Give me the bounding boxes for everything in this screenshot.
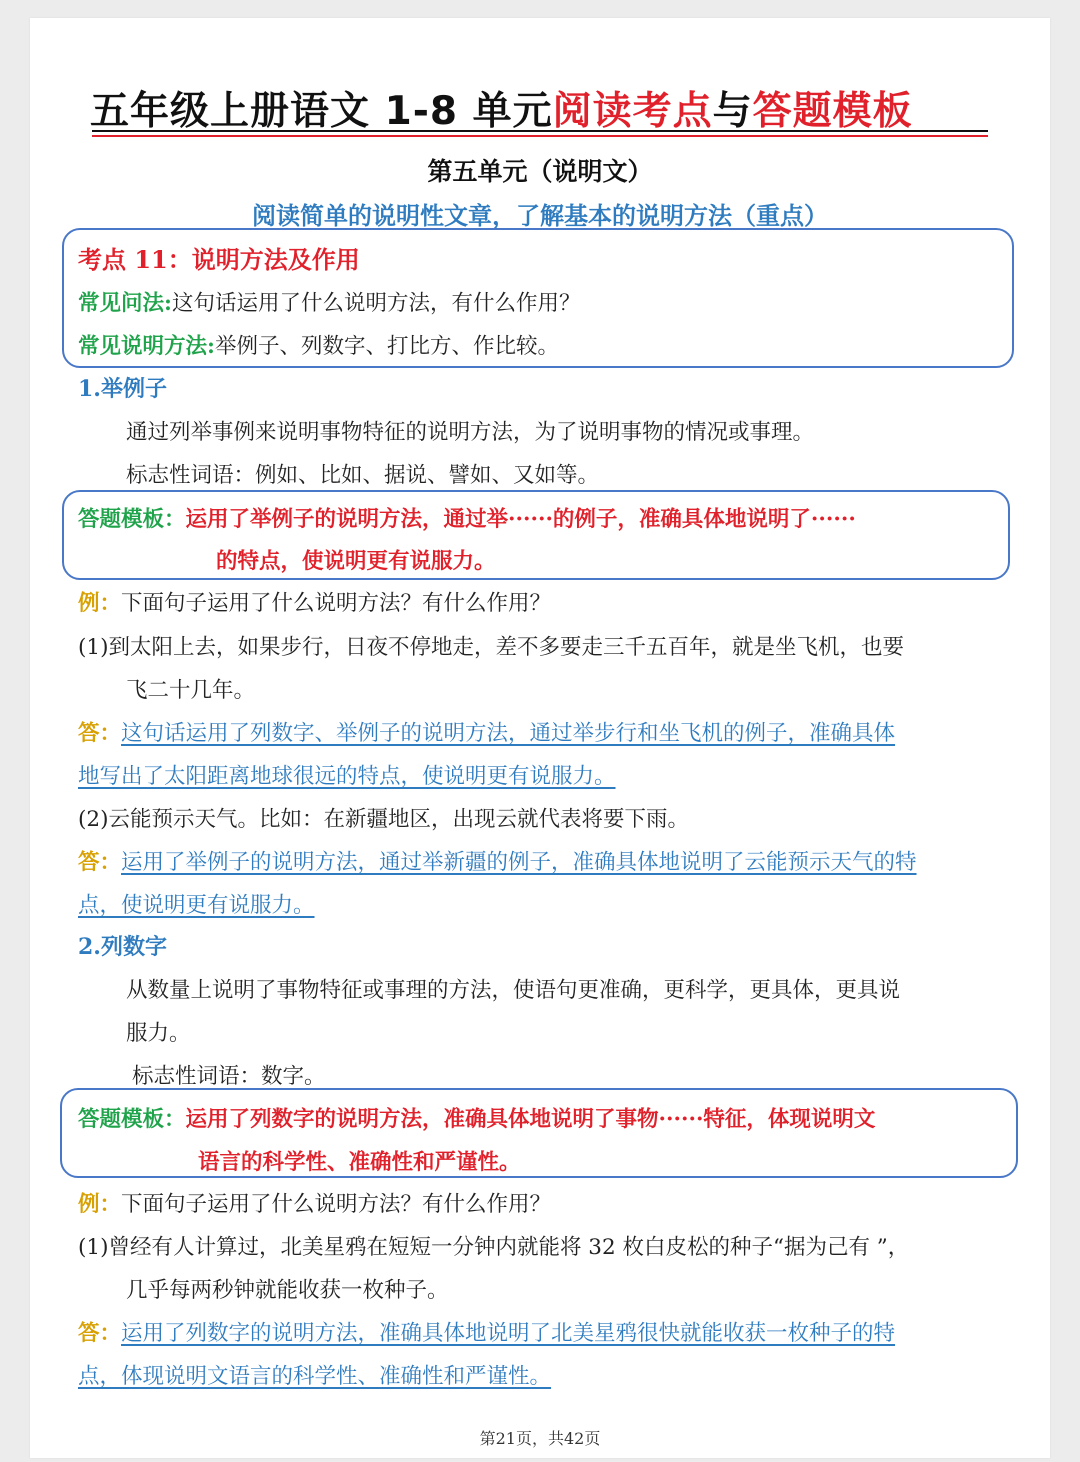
section-1-keywords: 标志性词语：例如、比如、据说、譬如、又如等。 xyxy=(126,463,600,488)
example-3-sentence-line-1: (1)曾经有人计算过，北美星鸦在短短一分钟内就能将 32 枚白皮松的种子“据为己有 ”， xyxy=(78,1235,910,1260)
template-1-text-2: 的特点，使说明更有说服力。 xyxy=(216,549,496,574)
example-label: 例： xyxy=(78,591,122,616)
title-part-3: 与 xyxy=(712,89,753,134)
common-question-text: 这句话运用了什么说明方法，有什么作用？ xyxy=(171,291,581,316)
common-question xyxy=(78,286,580,317)
document-page xyxy=(30,18,1050,1458)
page-number: 第21页，共42页 xyxy=(479,1429,601,1448)
example-question-text: 下面句子运用了什么说明方法？有什么作用？ xyxy=(121,1192,552,1217)
answer-3-line-1 xyxy=(78,1316,895,1347)
example-1-sentence-line-2: 飞二十几年。 xyxy=(126,678,256,703)
section-2-description-line-2: 服力。 xyxy=(126,1021,191,1046)
template-2-line-1 xyxy=(78,1102,875,1133)
example-2-sentence: (2)云能预示天气。比如：在新疆地区，出现云就代表将要下雨。 xyxy=(78,807,689,832)
unit-goal: 阅读简单的说明性文章，了解基本的说明方法（重点） xyxy=(252,201,828,230)
answer-label: 答： xyxy=(78,850,122,875)
section-2-description-line-1: 从数量上说明了事物特征或事理的方法，使语句更准确，更科学，更具体，更具说 xyxy=(126,978,901,1003)
answer-label: 答： xyxy=(78,721,122,746)
example-3-sentence-line-2: 几乎每两秒钟就能收获一枚种子。 xyxy=(126,1278,449,1303)
answer-3-text-2: 点，体现说明文语言的科学性、准确性和严谨性。 xyxy=(78,1364,552,1389)
title-part-2: 阅读考点 xyxy=(552,89,713,134)
answer-3-text-1: 运用了列数字的说明方法，准确具体地说明了北美星鸦很快就能收获一枚种子的特 xyxy=(121,1321,896,1346)
answer-label: 答： xyxy=(78,1321,122,1346)
template-2-text-2: 语言的科学性、准确性和严谨性。 xyxy=(198,1150,521,1175)
example-1-question xyxy=(78,586,551,617)
template-1-label: 答题模板： xyxy=(78,507,186,532)
section-heading-example: 1.举例子 xyxy=(78,376,167,402)
common-question-label: 常见问法: xyxy=(78,291,172,316)
answer-1-text-2: 地写出了太阳距离地球很远的特点，使说明更有说服力。 xyxy=(78,764,616,789)
common-methods-label: 常见说明方法: xyxy=(78,334,215,359)
template-1-text-1: 运用了举例子的说明方法，通过举······的例子，准确具体地说明了······ xyxy=(185,507,856,532)
answer-1-text-1: 这句话运用了列数字、举例子的说明方法，通过举步行和坐飞机的例子，准确具体 xyxy=(121,721,896,746)
answer-1-line-1 xyxy=(78,716,895,747)
title-underline xyxy=(92,130,988,132)
answer-2-line-1 xyxy=(78,845,917,876)
section-1-description: 通过列举事例来说明事物特征的说明方法，为了说明事物的情况或事理。 xyxy=(126,420,815,445)
section-heading-numbers: 2.列数字 xyxy=(78,934,167,960)
answer-2-text-1: 运用了举例子的说明方法，通过举新疆的例子，准确具体地说明了云能预示天气的特 xyxy=(121,850,917,875)
section-2-keywords: 标志性词语：数字。 xyxy=(132,1064,326,1089)
kaodian-heading: 考点 11：说明方法及作用 xyxy=(78,245,360,274)
example-question-text: 下面句子运用了什么说明方法？有什么作用？ xyxy=(121,591,552,616)
title-underline-red xyxy=(92,135,988,137)
template-2-text-1: 运用了列数字的说明方法，准确具体地说明了事物······特征，体现说明文 xyxy=(185,1107,876,1132)
common-methods xyxy=(78,329,559,360)
example-1-sentence-line-1: (1)到太阳上去，如果步行，日夜不停地走，差不多要走三千五百年，就是坐飞机，也要 xyxy=(78,635,904,660)
example-3-question xyxy=(78,1187,551,1218)
template-1-line-1 xyxy=(78,502,856,533)
page-title xyxy=(90,80,913,136)
unit-heading: 第五单元（说明文） xyxy=(427,157,653,186)
common-methods-text: 举例子、列数字、打比方、作比较。 xyxy=(214,334,559,359)
title-part-4: 答题模板 xyxy=(752,89,913,134)
answer-2-text-2: 点，使说明更有说服力。 xyxy=(78,893,315,918)
title-part-1: 五年级上册语文 1-8 单元 xyxy=(90,89,553,134)
example-label: 例： xyxy=(78,1192,122,1217)
template-2-label: 答题模板： xyxy=(78,1107,186,1132)
